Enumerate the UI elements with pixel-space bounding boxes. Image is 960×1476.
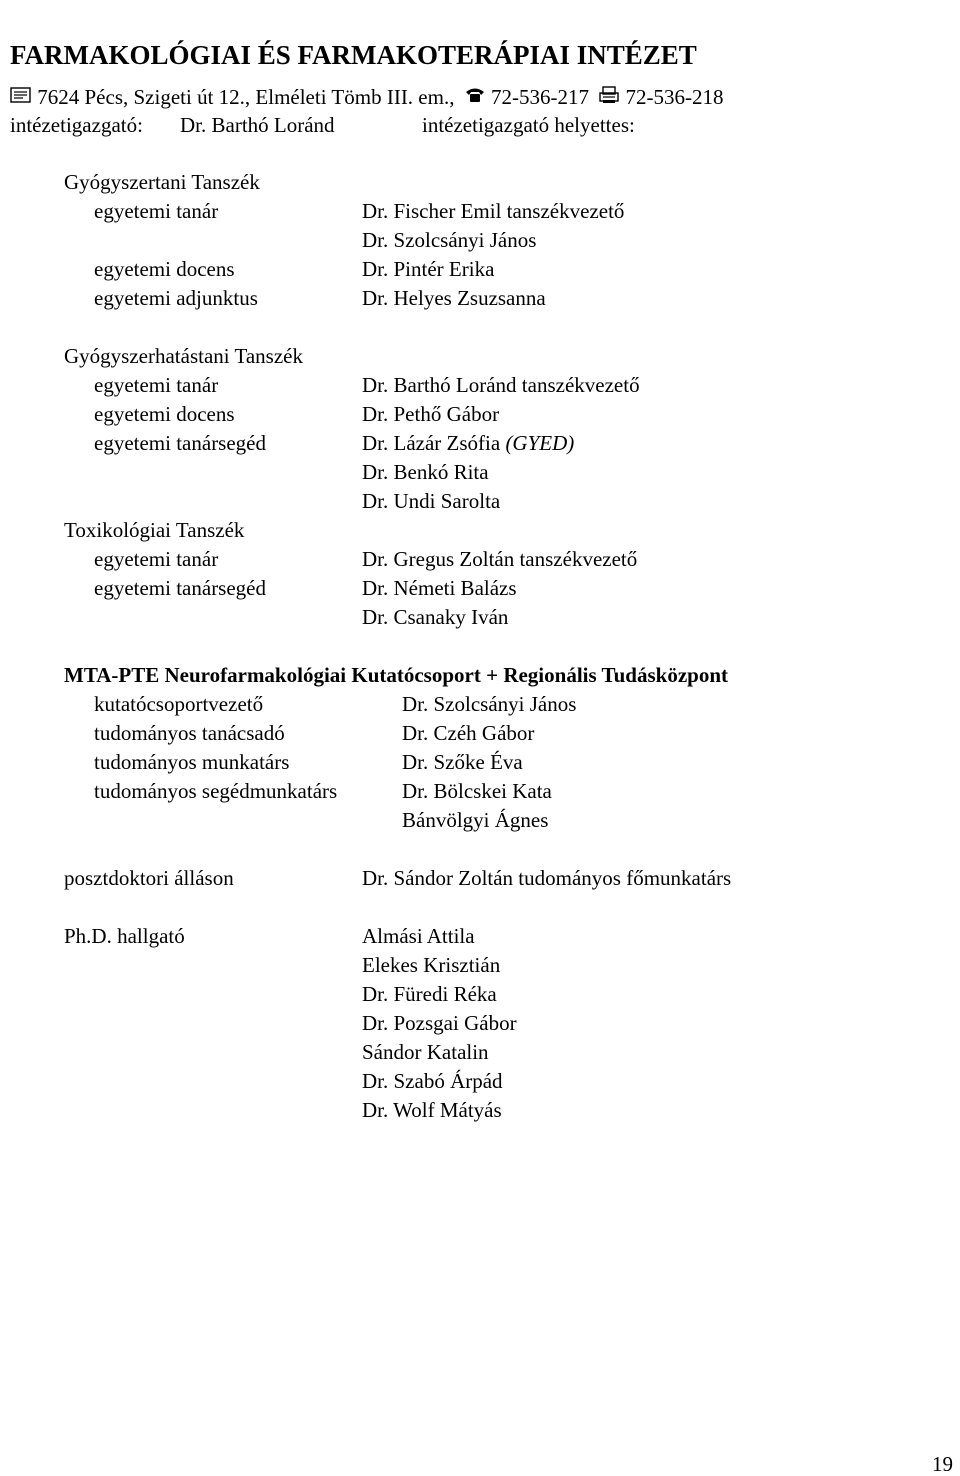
address-line bbox=[10, 86, 723, 108]
director-label: intézetigazgató: bbox=[10, 113, 143, 137]
phd-student: Dr. Szabó Árpád bbox=[362, 1069, 503, 1093]
page-title: FARMAKOLÓGIAI ÉS FARMAKOTERÁPIAI INTÉZET bbox=[10, 40, 697, 70]
mailbox-icon bbox=[10, 86, 32, 108]
leave-note: (GYED) bbox=[505, 431, 575, 455]
phd-student: Dr. Wolf Mátyás bbox=[362, 1098, 502, 1122]
person-name: Dr. Undi Sarolta bbox=[362, 489, 501, 513]
role-label: egyetemi tanár bbox=[94, 373, 219, 397]
role-label: kutatócsoportvezető bbox=[94, 692, 264, 716]
person-name: Dr. Szőke Éva bbox=[402, 750, 523, 774]
telephone-icon bbox=[464, 86, 486, 108]
department-name: Gyógyszerhatástani Tanszék bbox=[64, 344, 303, 368]
person-name: Dr. Helyes Zsuzsanna bbox=[362, 286, 546, 310]
role-label: egyetemi tanársegéd bbox=[94, 431, 266, 455]
research-group-name: MTA-PTE Neurofarmakológiai Kutatócsoport + Regionális Tudásközpont bbox=[64, 663, 728, 687]
role-label: tudományos segédmunkatárs bbox=[94, 779, 338, 803]
person-name: Dr. Czéh Gábor bbox=[402, 721, 535, 745]
phd-student: Dr. Pozsgai Gábor bbox=[362, 1011, 517, 1035]
person-name: Dr. Németi Balázs bbox=[362, 576, 517, 600]
deputy-label: intézetigazgató helyettes: bbox=[422, 113, 635, 137]
role-label: egyetemi tanár bbox=[94, 199, 219, 223]
department-name: Gyógyszertani Tanszék bbox=[64, 170, 260, 194]
person-name: Dr. Benkó Rita bbox=[362, 460, 489, 484]
person-name: Dr. Csanaky Iván bbox=[362, 605, 509, 629]
phone-number: 72-536-217 bbox=[490, 85, 589, 109]
phd-student: Sándor Katalin bbox=[362, 1040, 489, 1064]
phd-label: Ph.D. hallgató bbox=[64, 924, 185, 948]
phd-student: Elekes Krisztián bbox=[362, 953, 501, 977]
role-label: tudományos munkatárs bbox=[94, 750, 290, 774]
person-name: Dr. Fischer Emil tanszékvezető bbox=[362, 199, 625, 223]
person-name: Bánvölgyi Ágnes bbox=[402, 808, 549, 832]
role-label: egyetemi tanár bbox=[94, 547, 219, 571]
person-name: Dr. Gregus Zoltán tanszékvezető bbox=[362, 547, 638, 571]
person-name: Dr. Barthó Loránd tanszékvezető bbox=[362, 373, 640, 397]
fax-icon bbox=[598, 86, 620, 108]
person-name: Dr. Pintér Erika bbox=[362, 257, 495, 281]
role-label: egyetemi docens bbox=[94, 257, 235, 281]
page-number: 19 bbox=[932, 1452, 953, 1476]
department-name: Toxikológiai Tanszék bbox=[64, 518, 245, 542]
role-label: egyetemi adjunktus bbox=[94, 286, 258, 310]
person-name: Dr. Bölcskei Kata bbox=[402, 779, 552, 803]
director-name: Dr. Barthó Loránd bbox=[180, 113, 335, 137]
person-row bbox=[362, 433, 574, 454]
phd-student: Dr. Füredi Réka bbox=[362, 982, 497, 1006]
person-name: Dr. Szolcsányi János bbox=[362, 228, 537, 252]
person-name: Dr. Pethő Gábor bbox=[362, 402, 500, 426]
role-label: egyetemi tanársegéd bbox=[94, 576, 266, 600]
postdoc-label: posztdoktori álláson bbox=[64, 866, 234, 890]
fax-number: 72-536-218 bbox=[625, 85, 724, 109]
role-label: egyetemi docens bbox=[94, 402, 235, 426]
role-label: tudományos tanácsadó bbox=[94, 721, 285, 745]
address-text: 7624 Pécs, Szigeti út 12., Elméleti Tömb III. em., bbox=[37, 85, 455, 109]
person-name: Dr. Sándor Zoltán tudományos főmunkatárs bbox=[362, 866, 732, 890]
phd-student: Almási Attila bbox=[362, 924, 475, 948]
person-name: Dr. Lázár Zsófia bbox=[362, 431, 501, 455]
person-name: Dr. Szolcsányi János bbox=[402, 692, 577, 716]
